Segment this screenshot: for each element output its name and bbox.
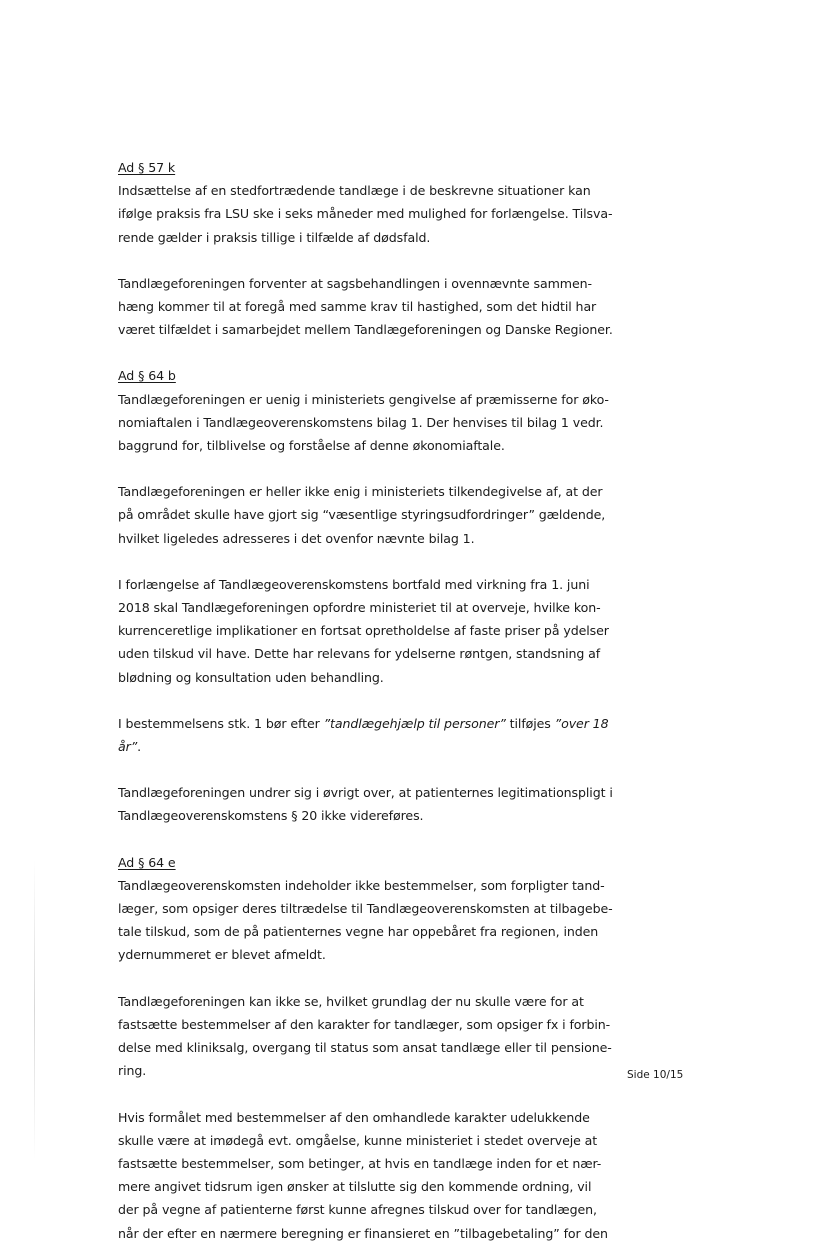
quoted-term: ”over 18 xyxy=(554,715,609,731)
page-number: Side 10/15 xyxy=(627,1069,684,1081)
document-body xyxy=(118,156,618,1245)
paragraph-stk-1: I bestemmelsens stk. 1 bør efter ”tandlægehjælp til personer” tilføjes ”over 18 år”. xyxy=(118,715,609,755)
section-64e xyxy=(118,851,618,1245)
paragraph: I forlængelse af Tandlægeoverenskomstens bortfald med virkning fra 1. juni 2018 skal Tandlægeforeningen opfordre ministeriet til at overveje, hvilke kon- kurrenceretlige implikationer en fortsat opretholdelse af faste priser på ydelser uden tilskud vil have. Dette har relevans for ydelserne røntgen, standsning af blødning og konsultation uden behandling. xyxy=(118,576,609,685)
paragraph: Tandlægeforeningen undrer sig i øvrigt over, at patienternes legitimationspligt i Tandlægeoverenskomstens § 20 ikke videreføres. xyxy=(118,785,613,824)
quoted-term: år” xyxy=(118,739,138,755)
paragraph: Tandlægeoverenskomsten indeholder ikke bestemmelser, som forpligter tand- læger, som opsiger deres tiltrædelse til Tandlægeoverenskomsten at tilbagebe- tale tilskud, som de på patienternes vegne har oppebåret fra regionen, inden ydernummeret er blevet afmeldt. xyxy=(118,877,613,963)
scan-artifact-line xyxy=(34,860,35,1160)
paragraph: Hvis formålet med bestemmelser af den omhandlede karakter udelukkende skulle være at imødegå evt. omgåelse, kunne ministeriet i stedet overveje at fastsætte bestemmelser, som betinger, at hvis en tandlæge inden for et nær- mere angivet tidsrum igen ønsker at tilslutte sig den kommende ordning, vil der på vegne af patienterne først kunne afregnes tilskud over for tandlægen, når der efter en nærmere beregning er finansieret en ”tilbagebetaling” for den xyxy=(118,1109,608,1241)
paragraph: Tandlægeforeningen er uenig i ministeriets gengivelse af præmisserne for øko- nomiaftalen i Tandlægeoverenskomstens bilag 1. Der henvises til bilag 1 vedr. baggrund for, tilblivelse og forståelse af denne økonomiaftale. xyxy=(118,391,609,454)
section-heading: Ad § 64 e xyxy=(118,854,176,870)
paragraph: Tandlægeforeningen kan ikke se, hvilket grundlag der nu skulle være for at fastsætte bestemmelser af den karakter for tandlæger, som opsiger fx i forbin- delse med kliniksalg, overgang til status som ansat tandlæge eller til pensione- ring. xyxy=(118,993,612,1079)
section-57k xyxy=(118,156,618,341)
quoted-term: ”tandlægehjælp til personer” xyxy=(323,715,506,731)
paragraph: Tandlægeforeningen er heller ikke enig i ministeriets tilkendegivelse af, at der på området skulle have gjort sig “væsentlige styringsudfordringer” gældende, hvilket ligeledes adresseres i det ovenfor nævnte bilag 1. xyxy=(118,484,606,546)
section-heading: Ad § 57 k xyxy=(118,160,176,175)
paragraph: Tandlægeforeningen forventer at sagsbehandlingen i ovennævnte sammen- hæng kommer til at foregå med samme krav til hastighed, som det hidtil har været tilfældet i samarbejdet mellem Tandlægeforeningen og Danske Regioner. xyxy=(118,275,613,338)
paragraph: Indsættelse af en stedfortrædende tandlæge i de beskrevne situationer kan ifølge praksis fra LSU ske i seks måneder med mulighed for forlængelse. Tilsva- rende gælder i praksis tillige i tilfælde af dødsfald. xyxy=(118,183,613,245)
section-64b xyxy=(118,364,618,827)
section-heading: Ad § 64 b xyxy=(118,368,176,384)
